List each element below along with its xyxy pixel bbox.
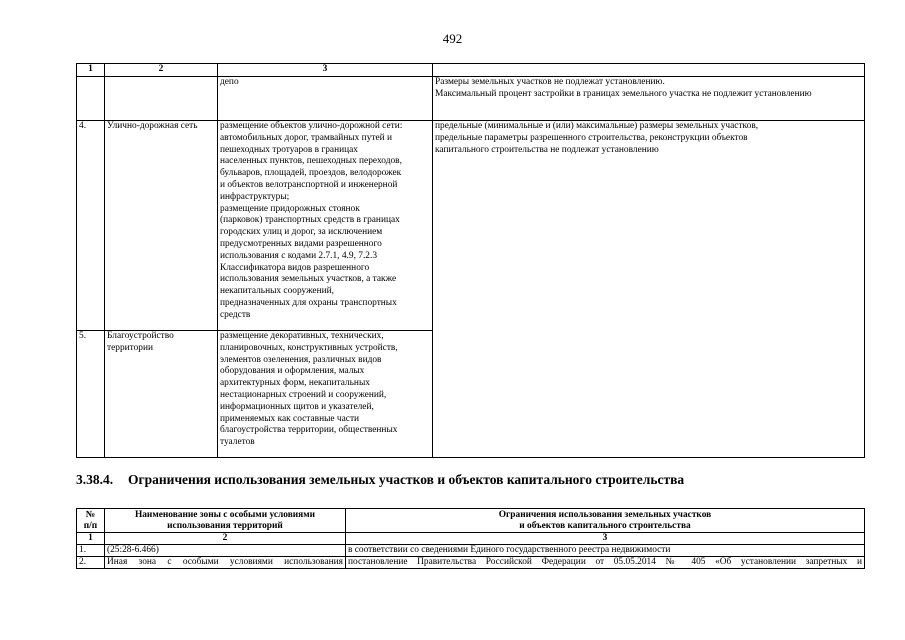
- restrictions-table: [76, 508, 865, 569]
- column-index-1: 1: [77, 533, 105, 545]
- use-parameters: Размеры земельных участков не подлежат установлению. Максимальный процент застройки в границах земельного участка не подлежит установлению: [433, 77, 865, 121]
- page-number: 492: [442, 31, 463, 46]
- column-header-number: № п/п: [77, 509, 105, 533]
- section-heading: [76, 472, 684, 488]
- restriction-text: в соответствии со сведениями Единого государственного реестра недвижимости: [346, 545, 865, 557]
- section-title: Ограничения использования земельных участков и объектов капитального строительства: [128, 472, 685, 487]
- use-description: размещение объектов улично-дорожной сети: автомобильных дорог, трамвайных путей и пешеходных тротуаров в границах населенных пунктов, пешеходных переходов, бульваров, площадей, проездов, велодорожек и объектов велотранспортной и инженерной инфраструктуры; размещение придорожных стоянок (парковок) транспортных средств в границах городских улиц и дорог, за исключением предусмотренных видами разрешенного использования с кодами 2.7.1, 4.9, 7.2.3 Классификатора видов разрешенного использования земельных участков, а также некапитальных сооружений, предназначенных для охраны транспортных средств: [218, 121, 433, 331]
- use-type-name: Благоустройство территории: [105, 331, 218, 458]
- zone-name: (25:28-6.466): [105, 545, 346, 557]
- column-index-2: 2: [105, 533, 346, 545]
- row-number: [77, 77, 105, 121]
- use-description: размещение декоративных, технических, планировочных, конструктивных устройств, элементов озеленения, различных видов оборудования и оформления, малых архитектурных форм, некапитальных нестационарных строений и сооружений, информационных щитов и указателей, применяемых как составные части благоустройства территории, общественных туалетов: [218, 331, 433, 458]
- row-number: 1.: [77, 545, 105, 557]
- column-index-3: 3: [346, 533, 865, 545]
- table-index-row: [77, 533, 865, 545]
- restriction-text: постановление Правительства Российской Федерации от 05.05.2014 № 405 «Об установлении запретных и: [346, 557, 865, 569]
- table-header-row: [77, 509, 865, 533]
- use-type-name: Улично-дорожная сеть: [105, 121, 218, 331]
- land-use-table: [76, 63, 865, 458]
- column-index-2: 2: [105, 64, 218, 77]
- column-index-3: 3: [218, 64, 433, 77]
- use-parameters: предельные (минимальные и (или) максимальные) размеры земельных участков, предельные параметры разрешенного строительства, реконструкции объектов капитального строительства не подлежат установлению: [433, 121, 865, 458]
- table-row: [77, 77, 865, 121]
- table-row: [77, 121, 865, 331]
- column-header-restrictions: Ограничения использования земельных участков и объектов капитального строительства: [346, 509, 865, 533]
- column-index-1: 1: [77, 64, 105, 77]
- zone-name: Иная зона с особыми условиями использования: [105, 557, 346, 569]
- table-header-row: [77, 64, 865, 77]
- row-number: 2.: [77, 557, 105, 569]
- row-number: 4.: [77, 121, 105, 331]
- section-number: 3.38.4.: [76, 472, 114, 487]
- use-type-name: [105, 77, 218, 121]
- column-header-zone-name: Наименование зоны с особыми условиями использования территорий: [105, 509, 346, 533]
- column-index-4: [433, 64, 865, 77]
- use-description: депо: [218, 77, 433, 121]
- row-number: 5.: [77, 331, 105, 458]
- table-row: [77, 557, 865, 569]
- table-row: [77, 545, 865, 557]
